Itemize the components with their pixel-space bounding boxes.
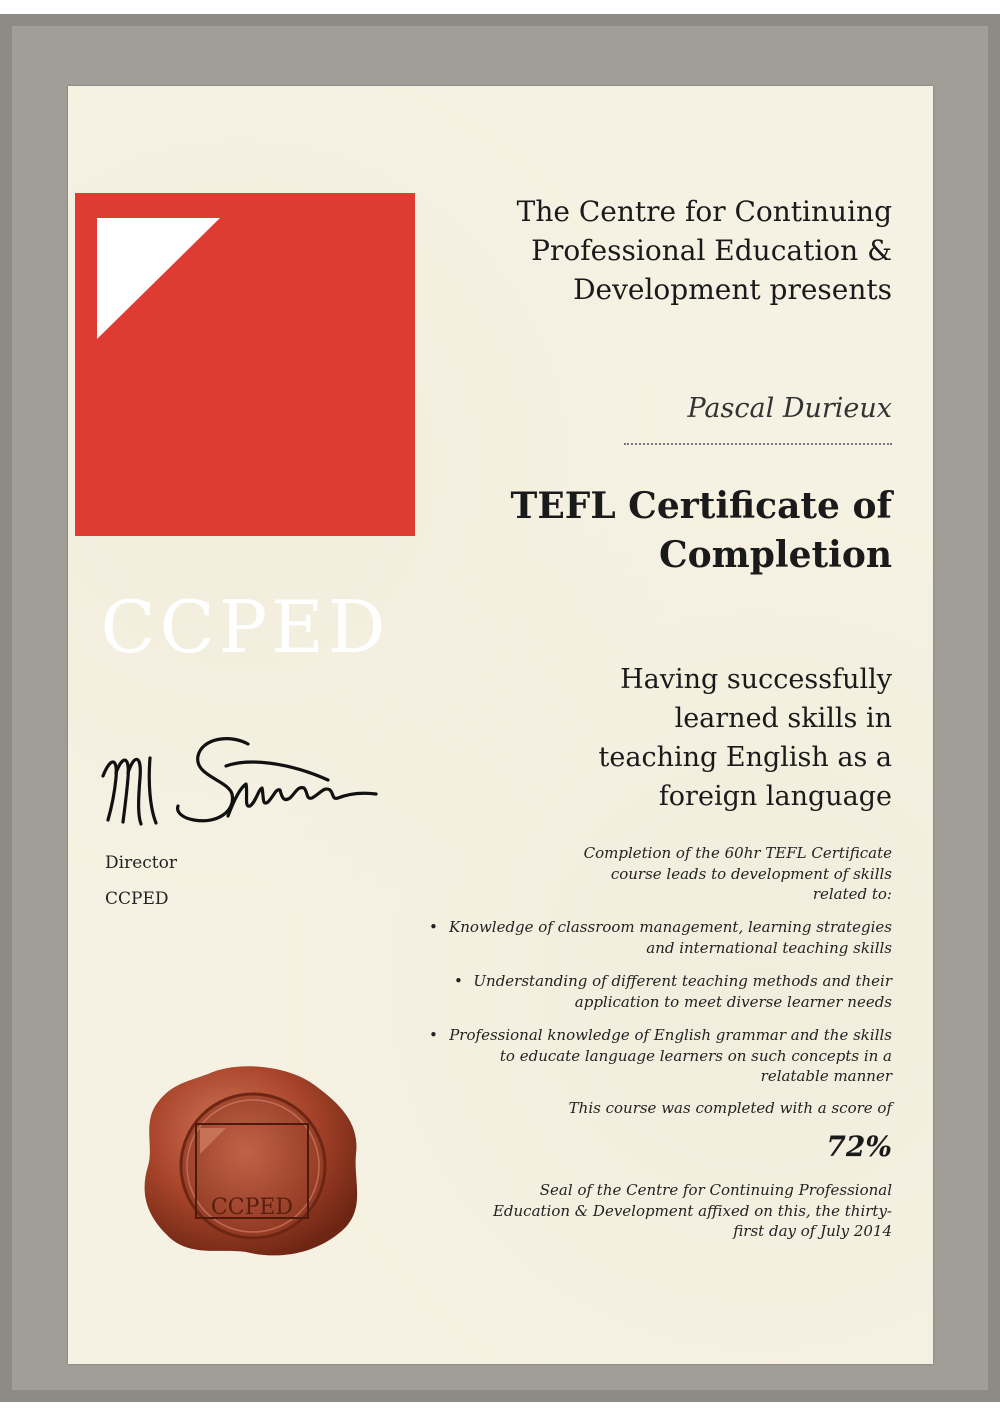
bullet-icon: • (454, 972, 463, 990)
presents-line: The Centre for Continuing (516, 195, 892, 228)
bullet-icon: • (429, 918, 438, 936)
skill-item (429, 1025, 892, 1087)
bullet-icon: • (429, 1026, 438, 1044)
signatory-title: Director (105, 853, 177, 873)
skill-line: application to meet diverse learner needs (574, 992, 892, 1011)
skill-item (432, 971, 892, 1012)
seal-statement (472, 1180, 892, 1242)
skill-item (429, 917, 892, 958)
certificate-title (472, 482, 892, 580)
logo-triangle-icon (75, 193, 415, 536)
skills-list (429, 917, 892, 1100)
seal-statement-line: Seal of the Centre for Continuing Professional (539, 1181, 892, 1199)
achievement-line: Having successfully (620, 664, 892, 695)
achievement-line: teaching English as a (598, 742, 892, 773)
seal-text: CCPED (210, 1195, 294, 1220)
completion-line: Completion of the 60hr TEFL Certificate (583, 844, 892, 862)
score-label: This course was completed with a score of (568, 1099, 892, 1117)
seal-statement-line: Education & Development affixed on this, the thirty- (492, 1201, 892, 1220)
presents-header (472, 192, 892, 309)
signatory-organization: CCPED (105, 889, 169, 909)
title-line: TEFL Certificate of (510, 485, 892, 527)
recipient-name: Pascal Durieux (687, 393, 892, 424)
skill-line: Professional knowledge of English grammar and the skills (449, 1026, 892, 1044)
skill-line: relatable manner (760, 1067, 892, 1085)
signatory-block (105, 845, 177, 917)
ccped-logo (75, 193, 415, 669)
achievement-line: learned skills in (674, 703, 892, 734)
skill-line: Understanding of different teaching methods and their (473, 972, 892, 990)
director-signature (98, 728, 388, 838)
wax-seal-icon (138, 1062, 368, 1262)
completion-line: course leads to development of skills (610, 864, 892, 883)
skill-line: and international teaching skills (646, 938, 892, 957)
skill-line: Knowledge of classroom management, learning strategies (449, 918, 892, 936)
skill-line: to educate language learners on such concepts in a (499, 1046, 892, 1065)
title-line: Completion (659, 534, 892, 576)
presents-line: Professional Education & (531, 234, 892, 267)
presents-line: Development presents (573, 273, 892, 306)
recipient-dotted-line (624, 443, 892, 445)
completion-statement (562, 843, 892, 905)
achievement-line: foreign language (658, 781, 892, 812)
achievement-statement (532, 660, 892, 816)
completion-line: related to: (812, 885, 892, 903)
logo-text: CCPED (100, 585, 390, 669)
score-value: 72% (826, 1130, 892, 1163)
seal-statement-line: first day of July 2014 (733, 1222, 892, 1240)
